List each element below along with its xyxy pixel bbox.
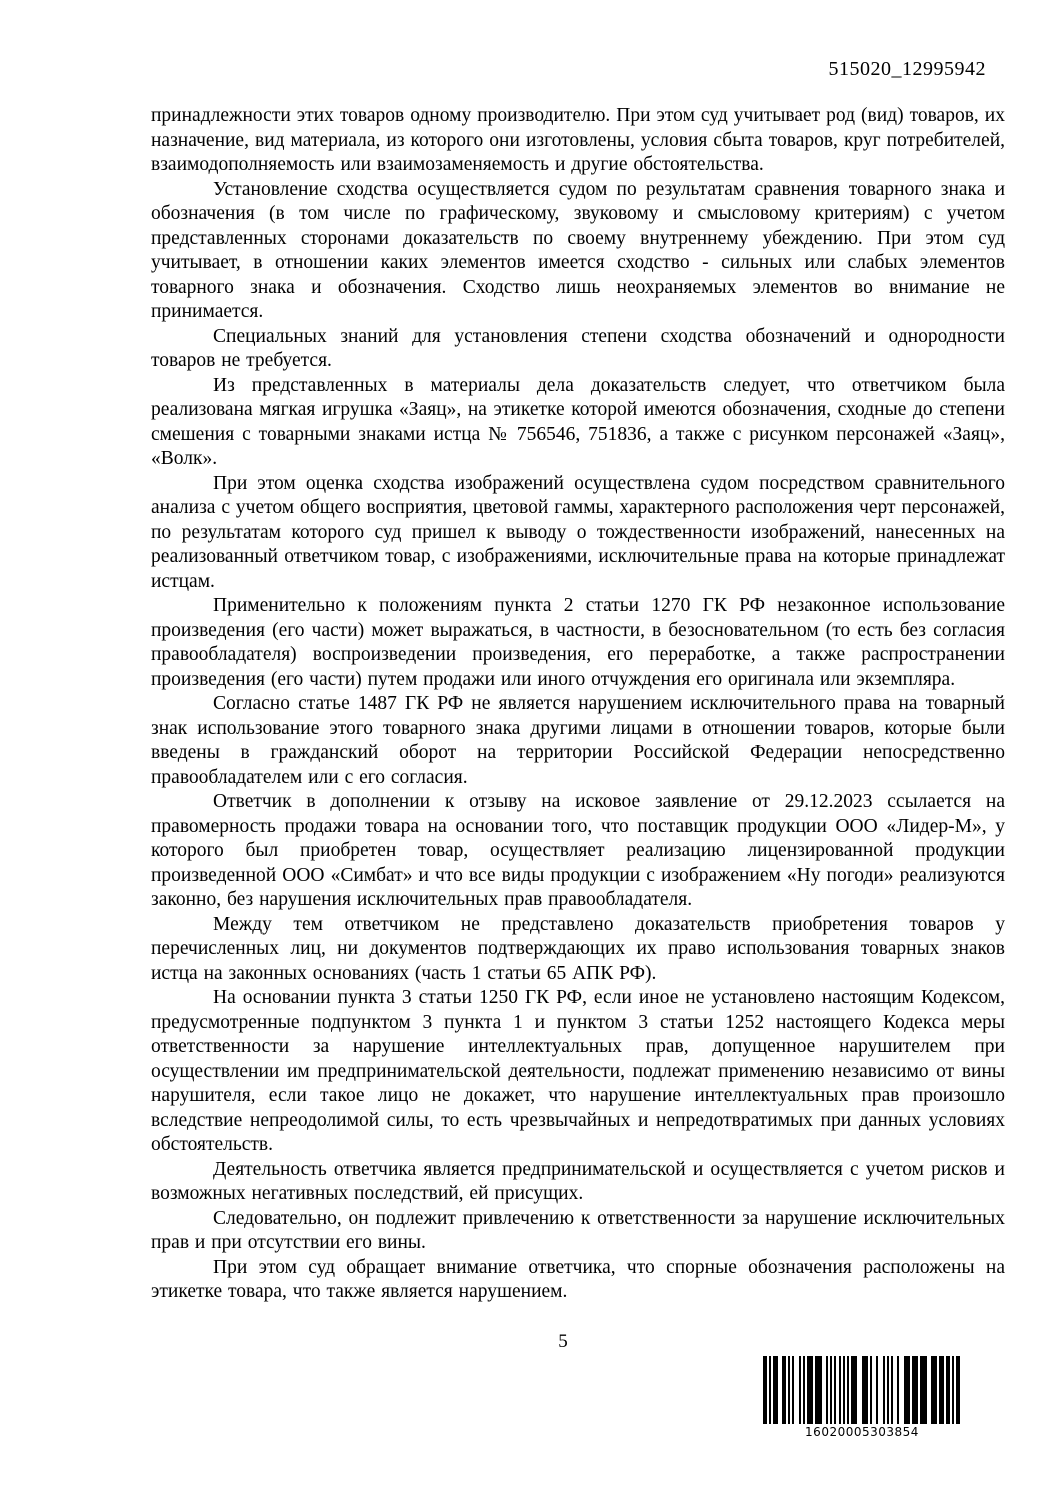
paragraph: При этом суд обращает внимание ответчика, что спорные обозначения расположены на этикетке товара, что также является нарушением. xyxy=(151,1256,1005,1302)
paragraph: принадлежности этих товаров одному производителю. При этом суд учитывает род (вид) товаров, их назначение, вид материала, из которого они изготовлены, условия сбыта товаров, круг потребителей, взаимодополняемость или взаимозаменяемость и другие обстоятельства. xyxy=(151,105,1005,175)
paragraph: Ответчик в дополнении к отзыву на исковое заявление от 29.12.2023 ссылается на правомерность продажи товара на основании того, что поставщик продукции ООО «Лидер-М», у которого был приобретен товар, осуществляет реализацию лицензированной продукции произведенной ООО «Симбат» и что все виды продукции с изображением «Ну погоди» реализуются законно, без нарушения исключительных прав правообладателя. xyxy=(151,791,1005,910)
barcode-bars-icon xyxy=(763,1356,961,1424)
page-number: 5 xyxy=(558,1331,568,1352)
barcode-number: 16020005303854 xyxy=(805,1425,919,1439)
paragraph: Из представленных в материалы дела доказательств следует, что ответчиком была реализована мягкая игрушка «Заяц», на этикетке которой имеются обозначения, сходные до степени смешения с товарными знаками истца № 756546, 751836, а также с рисунком персонажей «Заяц», «Волк». xyxy=(151,374,1005,469)
paragraph: Деятельность ответчика является предпринимательской и осуществляется с учетом рисков и возможных негативных последствий, ей присущих. xyxy=(151,1158,1005,1204)
paragraph: Согласно статье 1487 ГК РФ не является нарушением исключительного права на товарный знак использование этого товарного знака другими лицами в отношении товаров, которые были введены в гражданский оборот на территории Российской Федерации непосредственно правообладателем или с его согласия. xyxy=(151,693,1005,788)
paragraph: При этом оценка сходства изображений осуществлена судом посредством сравнительного анализа с учетом общего восприятия, цветовой гаммы, характерного расположения черт персонажей, по результатам которого суд пришел к выводу о тождественности изображений, нанесенных на реализованный ответчиком товар, с изображениями, исключительные права на которые принадлежат истцам. xyxy=(151,472,1005,592)
paragraph: Следовательно, он подлежит привлечению к ответственности за нарушение исключительных прав и при отсутствии его вины. xyxy=(151,1207,1005,1253)
paragraph: Применительно к положениям пункта 2 статьи 1270 ГК РФ незаконное использование произведения (его части) может выражаться, в частности, в безосновательном (то есть без согласия правообладателя) воспроизведении произведения, его переработке, а также распространении произведения (его части) путем продажи или иного отчуждения его оригинала или экземпляра. xyxy=(151,595,1005,690)
barcode xyxy=(763,1356,961,1439)
paragraph: Между тем ответчиком не представлено доказательств приобретения товаров у перечисленных лиц, ни документов подтверждающих их право использования товарных знаков истца на законных основаниях (часть 1 статьи 65 АПК РФ). xyxy=(151,913,1005,984)
paragraph: На основании пункта 3 статьи 1250 ГК РФ, если иное не установлено настоящим Кодексом, предусмотренные подпунктом 3 пункта 1 и пунктом 3 статьи 1252 настоящего Кодекса меры ответственности за нарушение интеллектуальных прав, допущенное нарушителем при осуществлении им предпринимательской деятельности, подлежат применению независимо от вины нарушителя, если такое лицо не докажет, что нарушение интеллектуальных прав произошло вследствие непреодолимой силы, то есть чрезвычайных и непредотвратимых при данных условиях обстоятельств. xyxy=(151,987,1005,1155)
paragraph: Установление сходства осуществляется судом по результатам сравнения товарного знака и обозначения (в том числе по графическому, звуковому и смысловому критериям) с учетом представленных сторонами доказательств по своему внутреннему убеждению. При этом суд учитывает, в отношении каких элементов имеется сходство - сильных или слабых элементов товарного знака и обозначения. Сходство лишь неохраняемых элементов во внимание не принимается. xyxy=(151,178,1005,322)
document-body xyxy=(151,104,1005,1305)
paragraph: Специальных знаний для установления степени сходства обозначений и однородности товаров не требуется. xyxy=(151,325,1005,371)
document-reference-number: 515020_12995942 xyxy=(828,58,986,80)
